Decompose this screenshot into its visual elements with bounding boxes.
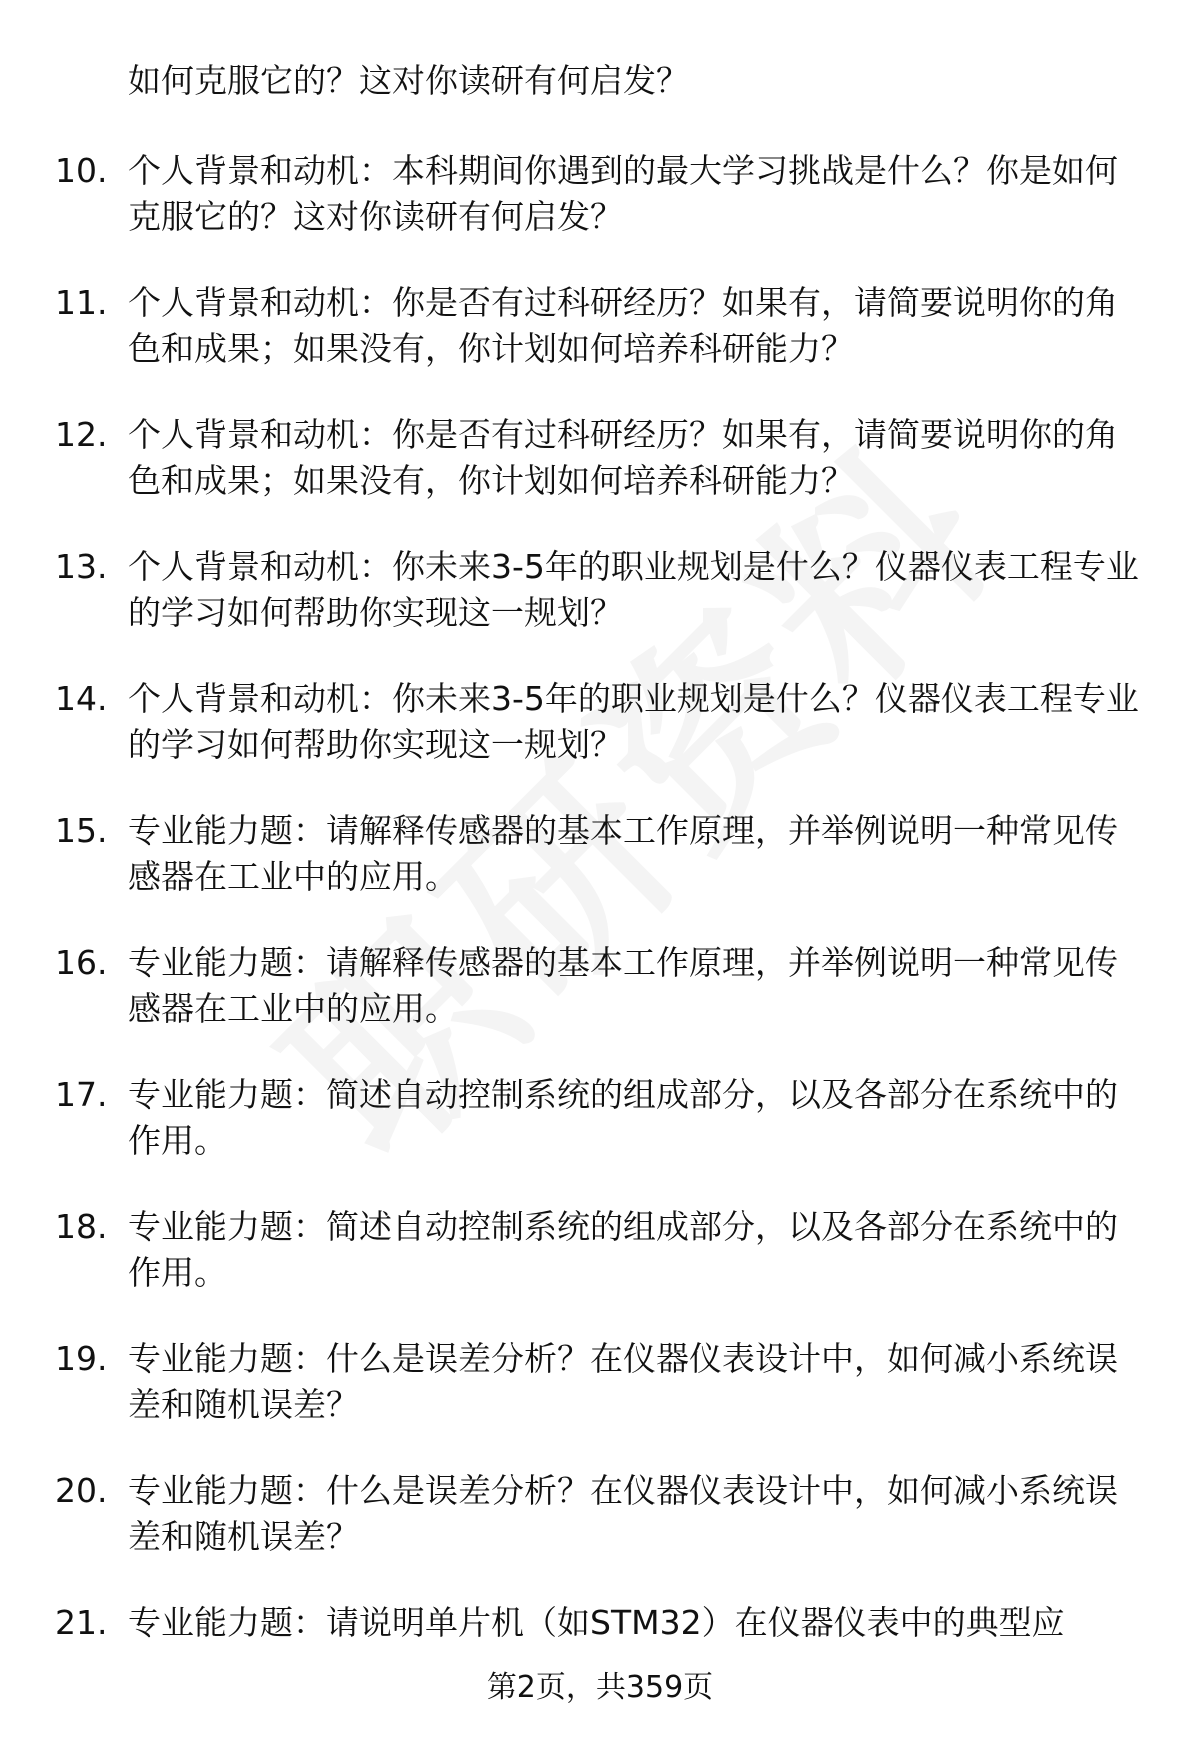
question-text: 个人背景和动机：你是否有过科研经历？如果有，请简要说明你的角色和成果；如果没有，你计划如何培养科研能力？ [128, 415, 1118, 500]
question-number: 20. [55, 1471, 108, 1510]
question-number: 16. [55, 943, 108, 982]
question-number: 13. [55, 547, 108, 586]
list-item [0, 544, 1200, 676]
list-item [0, 280, 1200, 412]
list-item [0, 1072, 1200, 1204]
question-number: 11. [55, 283, 108, 322]
list-item [0, 1600, 1200, 1732]
question-text: 专业能力题：简述自动控制系统的组成部分，以及各部分在系统中的作用。 [128, 1207, 1118, 1292]
list-item [0, 676, 1200, 808]
list-item [0, 1204, 1200, 1336]
question-text: 专业能力题：简述自动控制系统的组成部分，以及各部分在系统中的作用。 [128, 1075, 1118, 1160]
question-number: 12. [55, 415, 108, 454]
list-item [0, 940, 1200, 1072]
list-item [0, 412, 1200, 544]
question-text: 专业能力题：请解释传感器的基本工作原理，并举例说明一种常见传感器在工业中的应用。 [128, 811, 1118, 896]
question-text: 个人背景和动机：本科期间你遇到的最大学习挑战是什么？你是如何克服它的？这对你读研有何启发？ [128, 151, 1118, 236]
question-text: 专业能力题：请解释传感器的基本工作原理，并举例说明一种常见传感器在工业中的应用。 [128, 943, 1118, 1028]
list-item [0, 1336, 1200, 1468]
question-number: 15. [55, 811, 108, 850]
question-number: 21. [55, 1603, 108, 1642]
question-text: 专业能力题：请说明单片机（如STM32）在仪器仪表中的典型应 [128, 1603, 1065, 1642]
question-text: 专业能力题：什么是误差分析？在仪器仪表设计中，如何减小系统误差和随机误差？ [128, 1471, 1118, 1556]
question-text: 个人背景和动机：你未来3-5年的职业规划是什么？仪器仪表工程专业的学习如何帮助你实现这一规划？ [128, 679, 1139, 764]
question-number: 18. [55, 1207, 108, 1246]
question-list [0, 148, 1200, 1732]
question-text: 个人背景和动机：你未来3-5年的职业规划是什么？仪器仪表工程专业的学习如何帮助你实现这一规划？ [128, 547, 1139, 632]
carry-over-text: 如何克服它的？这对你读研有何启发？ [128, 61, 689, 100]
list-item [0, 808, 1200, 940]
question-number: 19. [55, 1339, 108, 1378]
question-text: 个人背景和动机：你是否有过科研经历？如果有，请简要说明你的角色和成果；如果没有，你计划如何培养科研能力？ [128, 283, 1118, 368]
list-item [0, 148, 1200, 280]
list-item [0, 1468, 1200, 1600]
question-number: 14. [55, 679, 108, 718]
question-number: 17. [55, 1075, 108, 1114]
question-text: 专业能力题：什么是误差分析？在仪器仪表设计中，如何减小系统误差和随机误差？ [128, 1339, 1118, 1424]
page-footer: 第2页，共359页 [486, 1670, 714, 1705]
question-number: 10. [55, 151, 108, 190]
